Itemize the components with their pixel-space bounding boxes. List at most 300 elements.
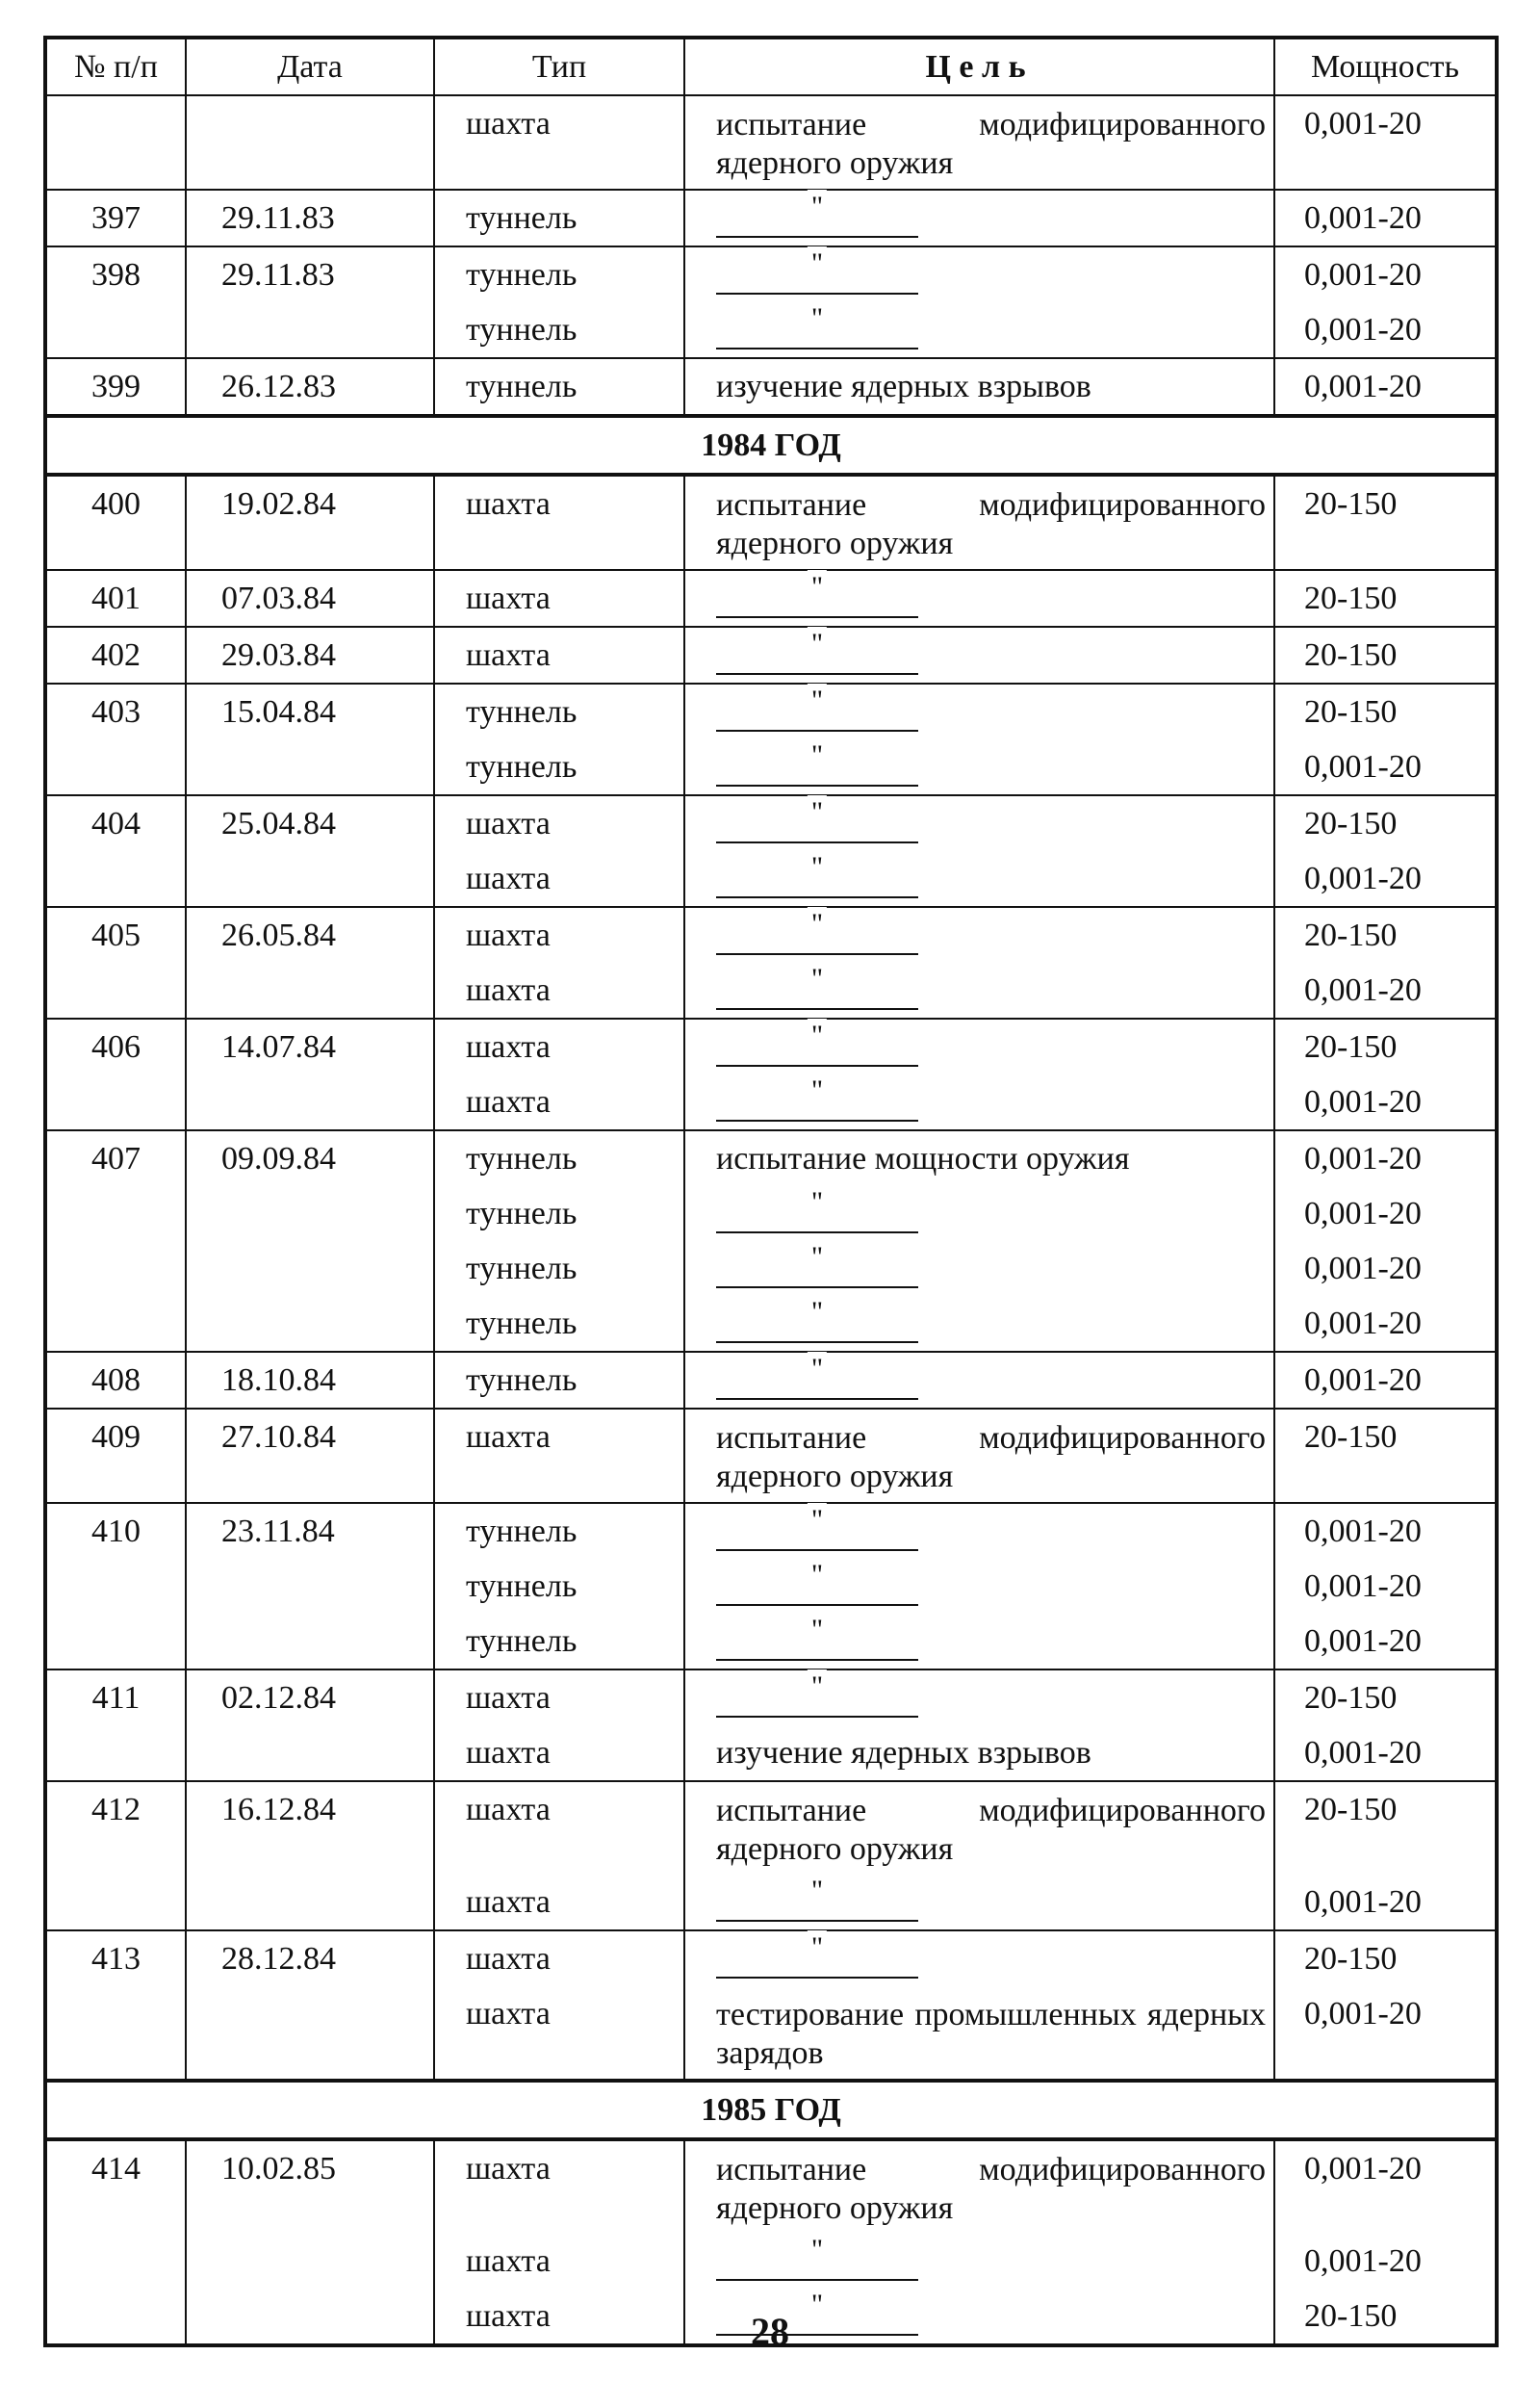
cell-type: [434, 1409, 684, 1503]
cell-power: [1274, 1352, 1497, 1409]
cell-date: [186, 907, 434, 1019]
year-heading: 1985 ГОД: [45, 2081, 1497, 2139]
test-type: туннель: [466, 257, 578, 293]
table-row: [45, 190, 1497, 246]
cell-goal: [684, 907, 1274, 1019]
test-goal: испытание модифицированного ядерного оружия: [716, 1420, 1266, 1494]
test-number: [47, 96, 185, 151]
test-date: 25.04.84: [221, 806, 336, 841]
ditto-quote: ": [808, 1874, 827, 1908]
test-date: 07.03.84: [221, 581, 336, 616]
ditto-mark: [716, 1241, 918, 1290]
cell-type: [434, 475, 684, 570]
table-row: [45, 1130, 1497, 1352]
test-number: 409: [91, 1419, 141, 1455]
cell-num: [45, 1781, 186, 1930]
table-row: [45, 95, 1497, 190]
test-type: шахта: [466, 806, 551, 841]
ditto-underline: [716, 1120, 918, 1122]
test-type: шахта: [466, 1680, 551, 1716]
table-row: [45, 1781, 1497, 1930]
ditto-mark: [716, 191, 918, 240]
test-type: туннель: [466, 1514, 578, 1549]
test-type: шахта: [466, 972, 551, 1008]
test-power: 20-150: [1304, 1792, 1398, 1827]
header-num: № п/п: [45, 38, 186, 95]
test-type: шахта: [466, 106, 551, 142]
cell-goal: [684, 684, 1274, 795]
cell-type: [434, 1930, 684, 2081]
test-power: 0,001-20: [1304, 1884, 1422, 1920]
cell-num: [45, 190, 186, 246]
ditto-line: [716, 1186, 1266, 1241]
ditto-line: [716, 1020, 1266, 1074]
test-type: шахта: [466, 581, 551, 616]
test-date: 18.10.84: [221, 1362, 336, 1398]
cell-num: [45, 1130, 186, 1352]
ditto-underline: [716, 1341, 918, 1343]
test-type: туннель: [466, 1251, 578, 1286]
test-type: туннель: [466, 1568, 578, 1604]
test-goal: тестирование промышленных ядерных зарядов: [716, 1997, 1266, 2071]
ditto-quote: ": [808, 190, 827, 224]
test-number: 410: [91, 1514, 141, 1549]
test-power: 0,001-20: [1304, 861, 1422, 896]
ditto-line: [716, 1074, 1266, 1129]
cell-power: [1274, 1669, 1497, 1781]
cell-power: [1274, 1781, 1497, 1930]
test-type: шахта: [466, 2151, 551, 2187]
ditto-underline: [716, 348, 918, 349]
cell-power: [1274, 907, 1497, 1019]
ditto-mark: [716, 247, 918, 297]
cell-date: [186, 358, 434, 416]
test-type: шахта: [466, 1419, 551, 1455]
test-power: 0,001-20: [1304, 1514, 1422, 1549]
ditto-line: [716, 1559, 1266, 1614]
ditto-line: [716, 1875, 1266, 1929]
ditto-underline: [716, 1398, 918, 1400]
ditto-line: [716, 963, 1266, 1018]
ditto-quote: ": [808, 570, 827, 605]
cell-goal: [684, 1019, 1274, 1130]
test-type: туннель: [466, 1141, 578, 1177]
ditto-mark: [716, 685, 918, 734]
ditto-mark: [716, 908, 918, 957]
cell-goal: [684, 1409, 1274, 1503]
test-date: 10.02.85: [221, 2151, 336, 2187]
cell-type: [434, 1019, 684, 1130]
ditto-underline: [716, 1920, 918, 1922]
cell-power: [1274, 795, 1497, 907]
test-number: 413: [91, 1941, 141, 1977]
ditto-mark: [716, 1296, 918, 1345]
table-row: [45, 684, 1497, 795]
cell-goal: [684, 1781, 1274, 1930]
cell-type: [434, 358, 684, 416]
test-power: 0,001-20: [1304, 1141, 1422, 1177]
test-type: туннель: [466, 200, 578, 236]
test-goal: испытание модифицированного ядерного оружия: [716, 487, 1266, 561]
cell-date: [186, 795, 434, 907]
ditto-mark: [716, 1559, 918, 1608]
cell-num: [45, 246, 186, 358]
cell-power: [1274, 570, 1497, 627]
cell-type: [434, 1503, 684, 1669]
ditto-mark: [716, 1670, 918, 1720]
cell-goal: [684, 95, 1274, 190]
cell-date: [186, 95, 434, 190]
test-power: 0,001-20: [1304, 1996, 1422, 2032]
ditto-quote: ": [808, 1930, 827, 1965]
cell-type: [434, 1352, 684, 1409]
test-power: 0,001-20: [1304, 1251, 1422, 1286]
table-row: [45, 475, 1497, 570]
ditto-underline: [716, 953, 918, 955]
cell-goal: [684, 1930, 1274, 2081]
ditto-mark: [716, 739, 918, 789]
cell-num: [45, 570, 186, 627]
cell-type: [434, 570, 684, 627]
test-power: 20-150: [1304, 637, 1398, 673]
test-type: туннель: [466, 1196, 578, 1231]
test-date: 23.11.84: [221, 1514, 335, 1549]
cell-goal: [684, 795, 1274, 907]
test-type: шахта: [466, 2243, 551, 2279]
ditto-quote: ": [808, 1295, 827, 1330]
test-number: 397: [91, 200, 141, 236]
cell-num: [45, 1409, 186, 1503]
test-power: 0,001-20: [1304, 312, 1422, 348]
page-number: 28: [751, 2310, 789, 2353]
test-power: 0,001-20: [1304, 1568, 1422, 1604]
ditto-underline: [716, 1659, 918, 1661]
cell-power: [1274, 1503, 1497, 1669]
ditto-quote: ": [808, 2233, 827, 2267]
ditto-line: [716, 1353, 1266, 1408]
ditto-mark: [716, 851, 918, 900]
cell-num: [45, 1930, 186, 2081]
test-power: 0,001-20: [1304, 749, 1422, 785]
ditto-quote: ": [808, 684, 827, 718]
test-goal: испытание модифицированного ядерного оружия: [716, 107, 1266, 181]
test-power: 0,001-20: [1304, 200, 1422, 236]
test-number: 414: [91, 2151, 141, 2187]
cell-power: [1274, 1130, 1497, 1352]
test-number: 399: [91, 369, 141, 404]
test-power: 0,001-20: [1304, 2243, 1422, 2279]
ditto-mark: [716, 963, 918, 1012]
ditto-underline: [716, 1977, 918, 1979]
test-date: 26.05.84: [221, 918, 336, 953]
test-number: 411: [91, 1680, 141, 1716]
test-number: 412: [91, 1792, 141, 1827]
year-heading: 1984 ГОД: [45, 416, 1497, 475]
table-row: [45, 627, 1497, 684]
header-power: Мощность: [1274, 38, 1497, 95]
table-row: [45, 1409, 1497, 1503]
cell-goal: [684, 358, 1274, 416]
test-type: туннель: [466, 369, 578, 404]
test-power: 20-150: [1304, 806, 1398, 841]
cell-goal: [684, 190, 1274, 246]
cell-power: [1274, 1930, 1497, 2081]
test-type: шахта: [466, 486, 551, 522]
ditto-quote: ": [808, 301, 827, 336]
ditto-underline: [716, 730, 918, 732]
test-power: 0,001-20: [1304, 1623, 1422, 1659]
ditto-mark: [716, 1504, 918, 1553]
ditto-line: [716, 302, 1266, 357]
test-number: 406: [91, 1029, 141, 1065]
test-date: 14.07.84: [221, 1029, 336, 1065]
cell-date: [186, 1669, 434, 1781]
cell-power: [1274, 627, 1497, 684]
test-type: шахта: [466, 1029, 551, 1065]
cell-power: [1274, 1019, 1497, 1130]
document-page: [43, 36, 1497, 2347]
table-header-row: [45, 38, 1497, 95]
ditto-line: [716, 1670, 1266, 1725]
ditto-line: [716, 1931, 1266, 1986]
cell-goal: [684, 1669, 1274, 1781]
cell-num: [45, 684, 186, 795]
ditto-quote: ": [808, 2288, 827, 2322]
ditto-underline: [716, 1065, 918, 1067]
test-power: 0,001-20: [1304, 1306, 1422, 1341]
ditto-mark: [716, 2234, 918, 2283]
table-row: [45, 358, 1497, 416]
header-type: Тип: [434, 38, 684, 95]
test-type: шахта: [466, 1941, 551, 1977]
ditto-underline: [716, 1231, 918, 1233]
test-power: 20-150: [1304, 1419, 1398, 1455]
ditto-line: [716, 908, 1266, 963]
test-type: шахта: [466, 1996, 551, 2032]
table-row: [45, 1352, 1497, 1409]
ditto-quote: ": [808, 246, 827, 281]
test-type: туннель: [466, 1306, 578, 1341]
test-goal: испытание модифицированного ядерного оружия: [716, 1793, 1266, 1867]
cell-date: [186, 570, 434, 627]
cell-num: [45, 1503, 186, 1669]
test-date: 02.12.84: [221, 1680, 336, 1716]
cell-type: [434, 684, 684, 795]
cell-type: [434, 1130, 684, 1352]
cell-date: [186, 1930, 434, 2081]
test-power: 0,001-20: [1304, 2151, 1422, 2187]
table-row: [45, 1019, 1497, 1130]
table-row: [45, 570, 1497, 627]
test-number: 405: [91, 918, 141, 953]
ditto-underline: [716, 616, 918, 618]
test-power: 20-150: [1304, 1029, 1398, 1065]
ditto-line: [716, 191, 1266, 246]
test-power: 0,001-20: [1304, 972, 1422, 1008]
ditto-line: [716, 628, 1266, 683]
cell-date: [186, 684, 434, 795]
cell-num: [45, 1019, 186, 1130]
test-power: 0,001-20: [1304, 1362, 1422, 1398]
ditto-line: [716, 851, 1266, 906]
test-number: 408: [91, 1362, 141, 1398]
test-type: шахта: [466, 1884, 551, 1920]
cell-num: [45, 475, 186, 570]
test-type: шахта: [466, 1792, 551, 1827]
ditto-mark: [716, 571, 918, 620]
test-power: 20-150: [1304, 1941, 1398, 1977]
cell-date: [186, 1130, 434, 1352]
test-type: туннель: [466, 1623, 578, 1659]
ditto-quote: ": [808, 962, 827, 996]
table-row: [45, 246, 1497, 358]
table-row: [45, 1669, 1497, 1781]
test-date: [221, 96, 433, 151]
test-date: 09.09.84: [221, 1141, 336, 1177]
ditto-line: [716, 1241, 1266, 1296]
test-power: 0,001-20: [1304, 1196, 1422, 1231]
test-number: 403: [91, 694, 141, 730]
test-date: 15.04.84: [221, 694, 336, 730]
header-goal: Ц е л ь: [684, 38, 1274, 95]
cell-power: [1274, 358, 1497, 416]
cell-goal: [684, 475, 1274, 570]
ditto-underline: [716, 896, 918, 898]
test-type: туннель: [466, 694, 578, 730]
cell-goal: [684, 1352, 1274, 1409]
test-type: шахта: [466, 637, 551, 673]
cell-goal: [684, 570, 1274, 627]
ditto-line: [716, 796, 1266, 851]
cell-date: [186, 1352, 434, 1409]
cell-type: [434, 246, 684, 358]
ditto-underline: [716, 1549, 918, 1551]
test-date: 29.03.84: [221, 637, 336, 673]
ditto-mark: [716, 796, 918, 845]
test-goal: изучение ядерных взрывов: [716, 369, 1091, 404]
ditto-quote: ": [808, 1240, 827, 1275]
ditto-quote: ": [808, 795, 827, 830]
table-row: [45, 1503, 1497, 1669]
test-date: 29.11.83: [221, 200, 335, 236]
cell-date: [186, 627, 434, 684]
test-date: 26.12.83: [221, 369, 336, 404]
ditto-underline: [716, 673, 918, 675]
ditto-line: [716, 2234, 1266, 2289]
ditto-mark: [716, 1074, 918, 1124]
ditto-underline: [716, 1716, 918, 1718]
cell-type: [434, 190, 684, 246]
cell-date: [186, 190, 434, 246]
ditto-line: [716, 1614, 1266, 1669]
ditto-underline: [716, 785, 918, 787]
cell-date: [186, 1409, 434, 1503]
cell-num: [45, 358, 186, 416]
cell-num: [45, 627, 186, 684]
ditto-underline: [716, 236, 918, 238]
ditto-quote: ": [808, 1185, 827, 1220]
table-row: [45, 1930, 1497, 2081]
test-date: 16.12.84: [221, 1792, 336, 1827]
ditto-mark: [716, 1186, 918, 1235]
test-date: 27.10.84: [221, 1419, 336, 1455]
test-goal: испытание мощности оружия: [716, 1141, 1130, 1177]
test-number: 407: [91, 1141, 141, 1177]
ditto-mark: [716, 1931, 918, 1980]
cell-date: [186, 246, 434, 358]
ditto-quote: ": [808, 850, 827, 885]
ditto-mark: [716, 1353, 918, 1402]
test-date: 28.12.84: [221, 1941, 336, 1977]
test-power: 20-150: [1304, 486, 1398, 522]
cell-num: [45, 1669, 186, 1781]
test-goal: изучение ядерных взрывов: [716, 1735, 1091, 1771]
cell-power: [1274, 1409, 1497, 1503]
test-type: туннель: [466, 1362, 578, 1398]
ditto-underline: [716, 1604, 918, 1606]
test-number: 398: [91, 257, 141, 293]
ditto-quote: ": [808, 738, 827, 773]
test-power: 20-150: [1304, 1680, 1398, 1716]
test-number: 402: [91, 637, 141, 673]
test-date: 29.11.83: [221, 257, 335, 293]
cell-power: [1274, 475, 1497, 570]
nuclear-tests-table: [43, 36, 1499, 2347]
ditto-quote: ": [808, 1019, 827, 1053]
test-type: шахта: [466, 918, 551, 953]
test-type: шахта: [466, 861, 551, 896]
table-row: [45, 795, 1497, 907]
cell-date: [186, 1781, 434, 1930]
ditto-quote: ": [808, 1613, 827, 1647]
test-power: 20-150: [1304, 581, 1398, 616]
cell-num: [45, 1352, 186, 1409]
cell-type: [434, 795, 684, 907]
cell-type: [434, 1669, 684, 1781]
ditto-quote: ": [808, 1558, 827, 1592]
test-type: шахта: [466, 1084, 551, 1120]
test-date: 19.02.84: [221, 486, 336, 522]
test-power: 20-150: [1304, 918, 1398, 953]
cell-date: [186, 1019, 434, 1130]
ditto-quote: ": [808, 1503, 827, 1538]
year-row: [45, 416, 1497, 475]
test-goal: испытание модифицированного ядерного оружия: [716, 2152, 1266, 2226]
cell-goal: [684, 1130, 1274, 1352]
ditto-line: [716, 739, 1266, 794]
cell-type: [434, 1781, 684, 1930]
ditto-line: [716, 571, 1266, 626]
ditto-line: [716, 247, 1266, 302]
ditto-mark: [716, 1020, 918, 1069]
cell-power: [1274, 190, 1497, 246]
cell-type: [434, 95, 684, 190]
test-power: 20-150: [1304, 694, 1398, 730]
cell-goal: [684, 627, 1274, 684]
year-row: [45, 2081, 1497, 2139]
test-power: 0,001-20: [1304, 257, 1422, 293]
ditto-line: [716, 1504, 1266, 1559]
cell-num: [45, 95, 186, 190]
test-number: 401: [91, 581, 141, 616]
cell-power: [1274, 246, 1497, 358]
test-number: 404: [91, 806, 141, 841]
cell-goal: [684, 246, 1274, 358]
ditto-mark: [716, 628, 918, 677]
test-type: шахта: [466, 2298, 551, 2334]
cell-type: [434, 907, 684, 1019]
test-power: 0,001-20: [1304, 1735, 1422, 1771]
